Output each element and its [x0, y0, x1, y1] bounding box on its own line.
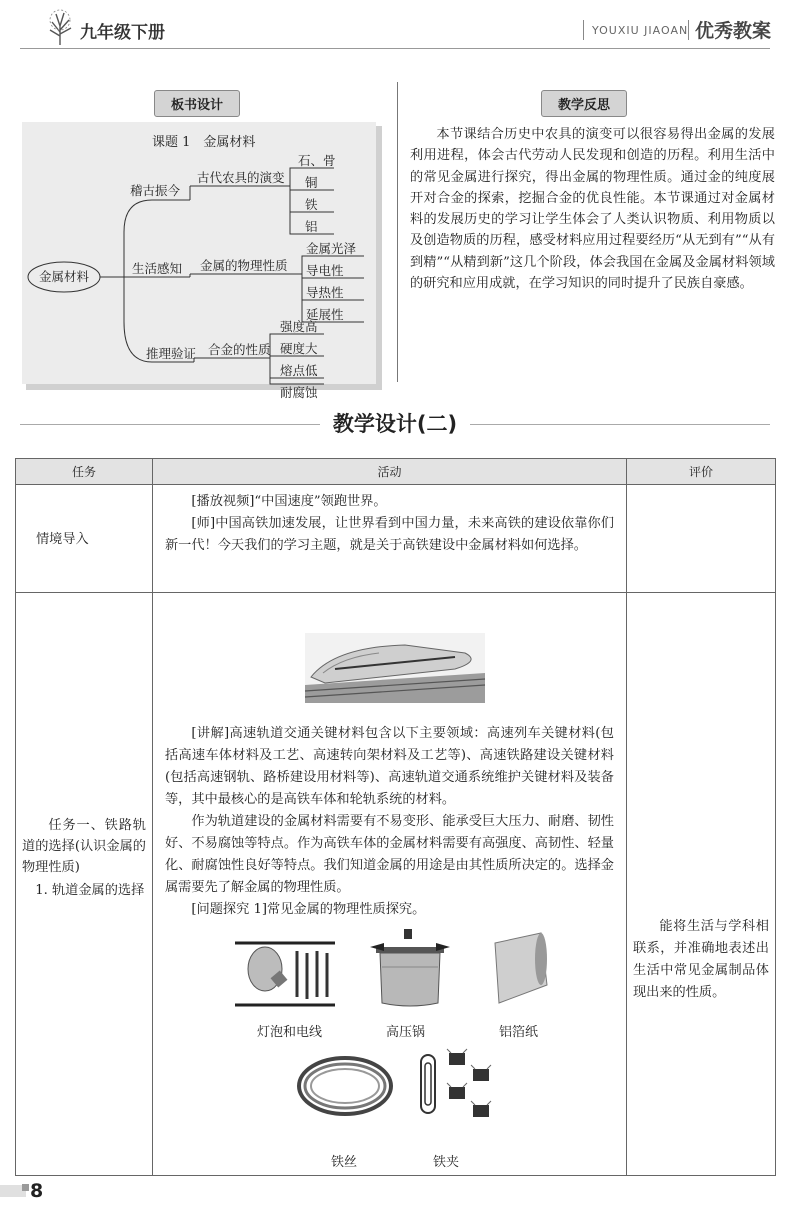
leaf: 熔点低 [280, 363, 318, 378]
leaf: 铝 [305, 219, 318, 234]
page-number: 8 [30, 1180, 44, 1202]
leaf: 金属光泽 [306, 241, 357, 256]
table-row [16, 593, 776, 1176]
branch-sub-1: 古代农具的演变 [197, 170, 285, 185]
leaf: 硬度大 [280, 341, 318, 356]
leaf: 铁 [305, 197, 318, 212]
leaf: 耐腐蚀 [280, 385, 318, 400]
leaf: 石、骨 [298, 153, 336, 168]
reflection-label: 教学反思 [541, 90, 627, 117]
branch-sub-2: 金属的物理性质 [200, 258, 288, 273]
tree-logo-icon [42, 8, 78, 46]
evaluation-cell: 能将生活与学科相联系，并准确地表述出生活中常见金属制品体现出来的性质。 [633, 919, 769, 1000]
caption-iron-clip: 铁夹 [433, 1155, 460, 1170]
board-topic: 课题 1 金属材料 [152, 135, 256, 150]
header-divider [20, 48, 770, 49]
evaluation-cell [627, 485, 776, 593]
header-evaluation: 评价 [627, 459, 776, 485]
leaf: 延展性 [306, 307, 344, 322]
leaf: 铜 [305, 175, 318, 190]
branch-title-1: 稽古振今 [130, 183, 181, 198]
caption-iron-wire: 铁丝 [331, 1155, 358, 1170]
leaf: 导电性 [306, 263, 344, 278]
grade-label: 九年级下册 [80, 23, 165, 43]
branch-title-2: 生活感知 [132, 261, 183, 276]
caption-aluminum-foil: 铝箔纸 [499, 1025, 539, 1040]
activity-paragraph: [问题探究 1]常见金属的物理性质探究。 [191, 902, 426, 917]
caption-bulb-and-wires: 灯泡和电线 [257, 1025, 323, 1040]
mindmap-root: 金属材料 [38, 269, 90, 284]
task-title: 任务一、铁路轨道的选择(认识金属的物理性质) [22, 818, 146, 875]
board-design-mindmap [22, 122, 382, 400]
activity-paragraph: [师]中国高铁加速发展，让世界看到中国力量，未来高铁的建设依靠你们新一代！今天我们的学习主题，就是关于高铁建设中金属材料如何选择。 [165, 516, 614, 553]
table-header-row [16, 459, 776, 485]
branch-sub-3: 合金的性质 [208, 342, 271, 357]
leaf: 导热性 [306, 285, 344, 300]
activity-paragraph: [播放视频]“中国速度”领跑世界。 [191, 494, 387, 509]
teaching-design-table [15, 458, 776, 1176]
design-title: 教学设计(二) [332, 412, 458, 436]
header-activity: 活动 [153, 459, 627, 485]
brand-english: YOUXIU JIAOAN [592, 24, 689, 37]
reflection-text: 本节课结合历史中农具的演变可以很容易得出金属的发展利用进程，体会古代劳动人民发现和创造的历程。利用生活中的常见金属进行探究，得出金属的物理性质。通过金的纯度展开对合金的探索，挖掘合金的优良性能。本节课通过对金属材料的发展历史的学习让学生体会了人类认识物质、利用物质以及创造物质的历程，感受材料应用过程要经历“从无到有”“从有到精”“从精到新”这几个阶段，体会我国在金属及金属材料领域的研究和应用成就，在学习知识的同时提升了民族自豪感。 [410, 127, 775, 292]
activity-paragraph: [讲解]高速轨道交通关键材料包含以下主要领域：高速列车关键材料(包括高速车体材料及工艺、高速转向架材料及工艺等)、高速铁路建设关键材料(包括高速钢轨、路桥建设用材料等)、高速轨道交通系统维护关键材料及装备等，其中最核心的是高铁车体和轮轨系统的材料。 [165, 726, 614, 807]
iron-clip-image [419, 1049, 499, 1123]
branch-title-3: 推理验证 [146, 346, 197, 361]
pressure-cooker-image [370, 927, 450, 1009]
high-speed-train-image [305, 633, 485, 703]
header-task: 任务 [16, 459, 153, 485]
task-subtitle: 1. 轨道金属的选择 [35, 883, 145, 898]
column-divider [397, 82, 398, 382]
leaf: 强度高 [280, 319, 318, 334]
bulb-and-wires-image [235, 939, 335, 1009]
board-design-label: 板书设计 [154, 90, 240, 117]
table-row [16, 485, 776, 593]
task-cell: 情境导入 [36, 532, 89, 547]
page-marker-square [22, 1184, 29, 1191]
caption-pressure-cooker: 高压锅 [386, 1025, 426, 1040]
brand-chinese: 优秀教案 [695, 20, 772, 42]
aluminum-foil-image [485, 933, 555, 1005]
iron-wire-image [295, 1051, 395, 1121]
activity-paragraph: 作为轨道建设的金属材料需要有不易变形、能承受巨大压力、耐磨、韧性好、不易腐蚀等特点。作为高铁车体的金属材料需要有高强度、高韧性、轻量化、耐腐蚀性良好等特点。我们知道金属的用途是由其性质所决定的。选择金属需要先了解金属的物理性质。 [165, 814, 614, 895]
